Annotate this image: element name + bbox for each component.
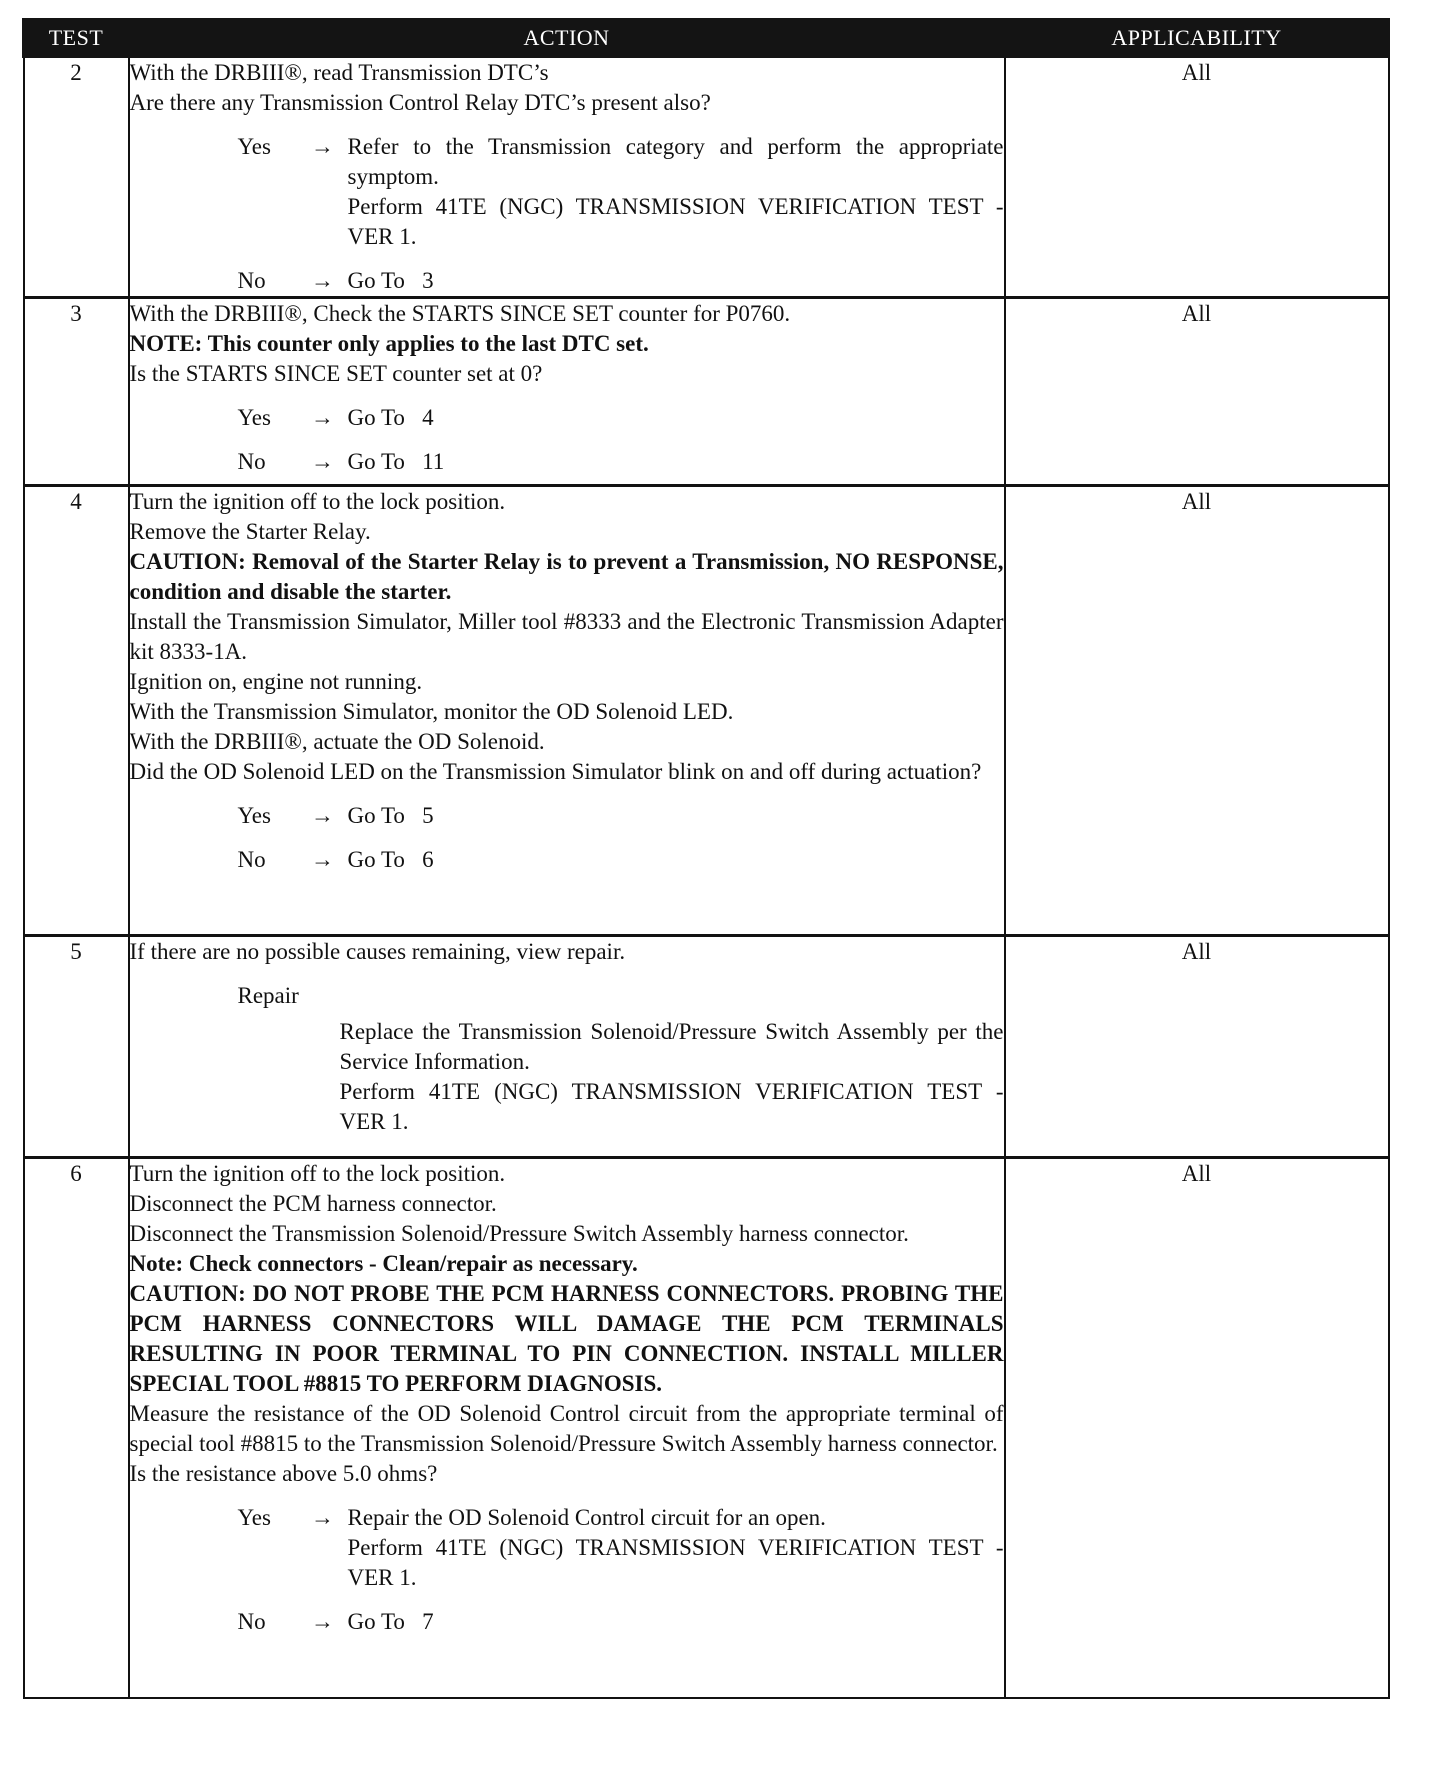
action-line: Is the STARTS SINCE SET counter set at 0?	[129, 361, 543, 386]
no-choice	[130, 1607, 1004, 1637]
note-line: NOTE: This counter only applies to the last DTC set.	[129, 331, 649, 356]
applicability-value: All	[1005, 298, 1389, 486]
yes-label: Yes	[237, 405, 271, 430]
header-action: ACTION	[129, 20, 1005, 57]
action-cell	[129, 486, 1005, 936]
action-line: Install the Transmission Simulator, Miller tool #8333 and the Electronic Transmission Adapter kit 8333-1A.	[129, 609, 1004, 664]
no-label: No	[237, 449, 266, 474]
applicability-value: All	[1005, 1158, 1389, 1698]
table-row	[24, 57, 1389, 298]
test-number: 4	[24, 486, 129, 936]
table-header-row	[24, 20, 1389, 57]
no-label: No	[237, 847, 266, 872]
yes-choice	[130, 1503, 1004, 1593]
yes-label: Yes	[237, 803, 271, 828]
action-line: If there are no possible causes remaining, view repair.	[129, 939, 626, 964]
yes-choice	[130, 403, 1004, 433]
action-line: With the DRBIII®, Check the STARTS SINCE SET counter for P0760.	[129, 301, 791, 326]
action-cell	[129, 57, 1005, 298]
yes-text: Repair the OD Solenoid Control circuit for an open.	[347, 1505, 826, 1530]
yes-text: Go To 4	[347, 405, 434, 430]
arrow-icon: →	[311, 847, 334, 872]
arrow-icon: →	[311, 449, 334, 474]
header-test: TEST	[24, 20, 129, 57]
table-row	[24, 486, 1389, 936]
no-choice	[130, 845, 1004, 875]
arrow-icon: →	[311, 1505, 334, 1530]
action-line: With the DRBIII®, actuate the OD Solenoid.	[129, 729, 545, 754]
arrow-icon: →	[311, 134, 334, 159]
action-line: Turn the ignition off to the lock position.	[129, 1161, 506, 1186]
repair-text: Replace the Transmission Solenoid/Pressure Switch Assembly per the Service Information.	[339, 1019, 1004, 1074]
table-row	[24, 298, 1389, 486]
arrow-icon: →	[311, 803, 334, 828]
action-line: Is the resistance above 5.0 ohms?	[129, 1461, 438, 1486]
no-text: Go To 7	[347, 1609, 434, 1634]
yes-label: Yes	[237, 1505, 271, 1530]
no-label: No	[237, 268, 266, 293]
repair-text: Perform 41TE (NGC) TRANSMISSION VERIFICATION TEST - VER 1.	[339, 1079, 1004, 1134]
caution-line: CAUTION: Removal of the Starter Relay is to prevent a Transmission, NO RESPONSE, condition and disable the starter.	[129, 549, 1004, 604]
yes-choice	[130, 132, 1004, 252]
no-choice	[130, 266, 1004, 296]
repair-label: Repair	[237, 983, 299, 1008]
test-number: 3	[24, 298, 129, 486]
repair-body	[340, 1017, 1004, 1137]
yes-text: Perform 41TE (NGC) TRANSMISSION VERIFICATION TEST - VER 1.	[347, 1535, 1004, 1590]
header-applicability: APPLICABILITY	[1005, 20, 1389, 57]
no-text: Go To 11	[347, 449, 445, 474]
action-line: Turn the ignition off to the lock position.	[129, 489, 506, 514]
action-line: Disconnect the PCM harness connector.	[129, 1191, 497, 1216]
document-page	[22, 18, 1387, 1699]
no-label: No	[237, 1609, 266, 1634]
applicability-value: All	[1005, 936, 1389, 1158]
yes-label: Yes	[237, 134, 271, 159]
note-line: Note: Check connectors - Clean/repair as necessary.	[129, 1251, 638, 1276]
diagnostic-table	[22, 18, 1390, 1699]
action-line: Remove the Starter Relay.	[129, 519, 371, 544]
test-number: 2	[24, 57, 129, 298]
action-line: With the DRBIII®, read Transmission DTC’s	[129, 60, 549, 85]
applicability-value: All	[1005, 486, 1389, 936]
arrow-icon: →	[311, 268, 334, 293]
table-row	[24, 936, 1389, 1158]
yes-choice	[130, 801, 1004, 831]
yes-text: Go To 5	[347, 803, 434, 828]
action-cell	[129, 1158, 1005, 1698]
action-cell	[129, 298, 1005, 486]
test-number: 6	[24, 1158, 129, 1698]
caution-line: CAUTION: DO NOT PROBE THE PCM HARNESS CONNECTORS. PROBING THE PCM HARNESS CONNECTORS WILL DAMAGE THE PCM TERMINALS RESULTING IN POOR TERMINAL TO PIN CONNECTION. INSTALL MILLER SPECIAL TOOL #8815 TO PERFORM DIAGNOSIS.	[129, 1281, 1004, 1396]
yes-text: Refer to the Transmission category and perform the appropriate symptom.	[347, 134, 1004, 189]
action-line: Did the OD Solenoid LED on the Transmission Simulator blink on and off during actuation?	[129, 759, 982, 784]
no-text: Go To 6	[347, 847, 434, 872]
action-cell	[129, 936, 1005, 1158]
no-text: Go To 3	[347, 268, 434, 293]
test-number: 5	[24, 936, 129, 1158]
action-line: Are there any Transmission Control Relay DTC’s present also?	[129, 90, 711, 115]
no-choice	[130, 447, 1004, 477]
table-row	[24, 1158, 1389, 1698]
action-line: With the Transmission Simulator, monitor the OD Solenoid LED.	[129, 699, 734, 724]
action-line: Disconnect the Transmission Solenoid/Pressure Switch Assembly harness connector.	[129, 1221, 909, 1246]
arrow-icon: →	[311, 1609, 334, 1634]
yes-text: Perform 41TE (NGC) TRANSMISSION VERIFICATION TEST - VER 1.	[347, 194, 1004, 249]
action-line: Measure the resistance of the OD Solenoid Control circuit from the appropriate terminal of special tool #8815 to the Transmission Solenoid/Pressure Switch Assembly harness connector.	[129, 1401, 1004, 1456]
arrow-icon: →	[311, 405, 334, 430]
action-line: Ignition on, engine not running.	[129, 669, 423, 694]
applicability-value: All	[1005, 57, 1389, 298]
